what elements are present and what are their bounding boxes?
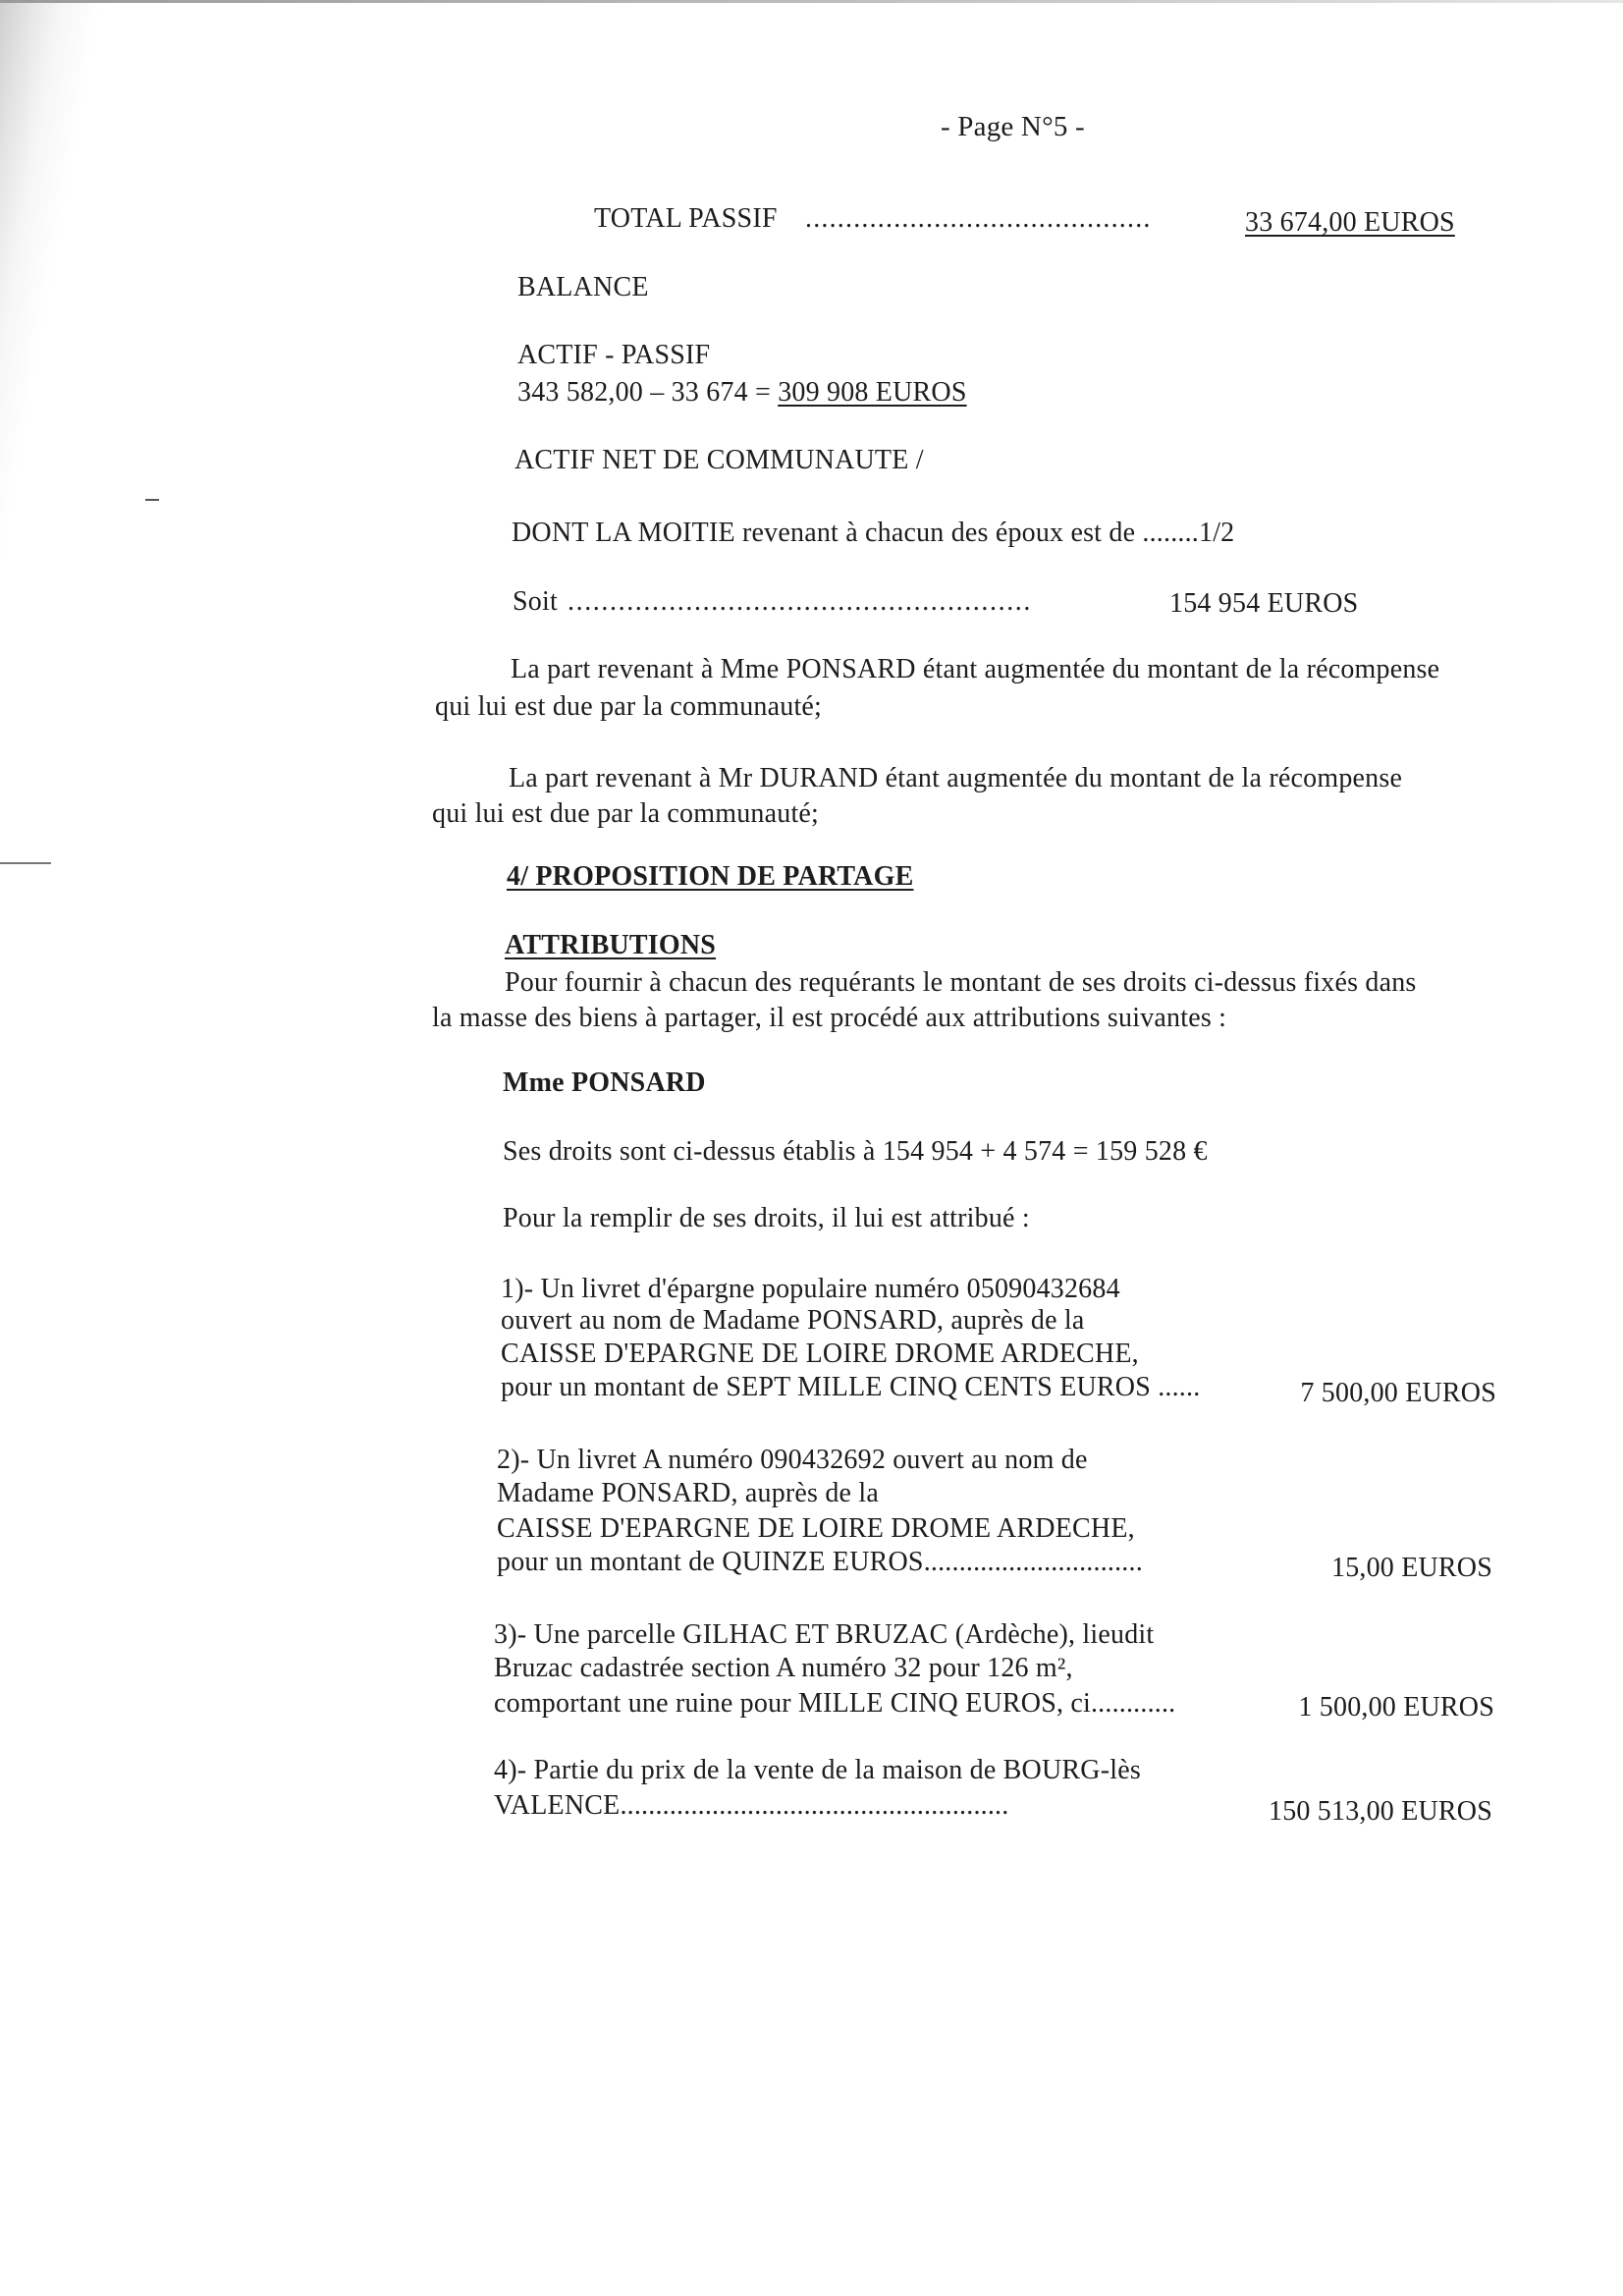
leader-dots: .......................................................	[568, 586, 1032, 617]
item-amount: 150 513,00 EUROS	[1269, 1796, 1492, 1827]
remplir-line: Pour la remplir de ses droits, il lui est attribué :	[503, 1203, 1030, 1233]
actif-net-heading: ACTIF NET DE COMMUNAUTE /	[514, 445, 924, 475]
item-amount: 1 500,00 EUROS	[1298, 1692, 1494, 1722]
item-line: ouvert au nom de Madame PONSARD, auprès de la	[501, 1305, 1085, 1336]
attributions-line1: Pour fournir à chacun des requérants le montant de ses droits ci-dessus fixés dans	[505, 967, 1417, 998]
total-passif-label: TOTAL PASSIF	[594, 203, 778, 234]
scan-top-edge	[0, 0, 1623, 3]
balance-heading: BALANCE	[517, 272, 649, 302]
soit-value: 154 954 EUROS	[1169, 588, 1359, 619]
actif-passif-label: ACTIF - PASSIF	[517, 340, 711, 370]
item-line: comportant une ruine pour MILLE CINQ EUROS, ci............	[494, 1688, 1176, 1719]
item-line: pour un montant de QUINZE EUROS...............................	[497, 1547, 1143, 1577]
scan-shadow	[0, 0, 353, 884]
total-passif-value: 33 674,00 EUROS	[1245, 207, 1455, 238]
item-amount: 15,00 EUROS	[1331, 1553, 1492, 1583]
item-line: pour un montant de SEPT MILLE CINQ CENTS EUROS ......	[501, 1372, 1201, 1402]
paragraph-ponsard-line2: qui lui est due par la communauté;	[435, 691, 823, 722]
leader-dots: ...........................................	[805, 203, 1152, 234]
item-line: 3)- Une parcelle GILHAC ET BRUZAC (Ardèche), lieudit	[494, 1619, 1155, 1650]
calc-prefix: 343 582,00 – 33 674 =	[517, 377, 779, 408]
droits-line: Ses droits sont ci-dessus établis à 154 954 + 4 574 = 159 528 €	[503, 1136, 1208, 1167]
item-amount: 7 500,00 EUROS	[1300, 1378, 1496, 1408]
item-line: CAISSE D'EPARGNE DE LOIRE DROME ARDECHE,	[501, 1339, 1139, 1369]
calc-result: 309 908 EUROS	[778, 377, 967, 408]
attributions-line2: la masse des biens à partager, il est procédé aux attributions suivantes :	[432, 1003, 1227, 1033]
moitie-line: DONT LA MOITIE revenant à chacun des époux est de ........1/2	[512, 518, 1235, 548]
attributions-heading: ATTRIBUTIONS	[505, 930, 717, 960]
paragraph-ponsard-line1: La part revenant à Mme PONSARD étant augmentée du montant de la récompense	[511, 654, 1440, 684]
balance-calculation	[517, 376, 967, 410]
page-number: - Page N°5 -	[941, 111, 1085, 142]
item-line: CAISSE D'EPARGNE DE LOIRE DROME ARDECHE,	[497, 1513, 1135, 1544]
scan-mark	[145, 499, 159, 501]
item-line: 4)- Partie du prix de la vente de la maison de BOURG-lès	[494, 1755, 1141, 1785]
item-line: VALENCE.......................................................	[494, 1790, 1009, 1821]
item-line: Madame PONSARD, auprès de la	[497, 1478, 879, 1508]
item-line: 2)- Un livret A numéro 090432692 ouvert au nom de	[497, 1445, 1088, 1475]
item-line: 1)- Un livret d'épargne populaire numéro 05090432684	[501, 1274, 1120, 1304]
scan-mark	[0, 862, 51, 864]
soit-label: Soit	[513, 586, 558, 617]
mme-ponsard-heading: Mme PONSARD	[503, 1067, 706, 1098]
section-title: 4/ PROPOSITION DE PARTAGE	[507, 861, 914, 892]
paragraph-durand-line1: La part revenant à Mr DURAND étant augmentée du montant de la récompense	[509, 763, 1403, 793]
item-line: Bruzac cadastrée section A numéro 32 pour 126 m²,	[494, 1653, 1073, 1683]
paragraph-durand-line2: qui lui est due par la communauté;	[432, 798, 820, 829]
